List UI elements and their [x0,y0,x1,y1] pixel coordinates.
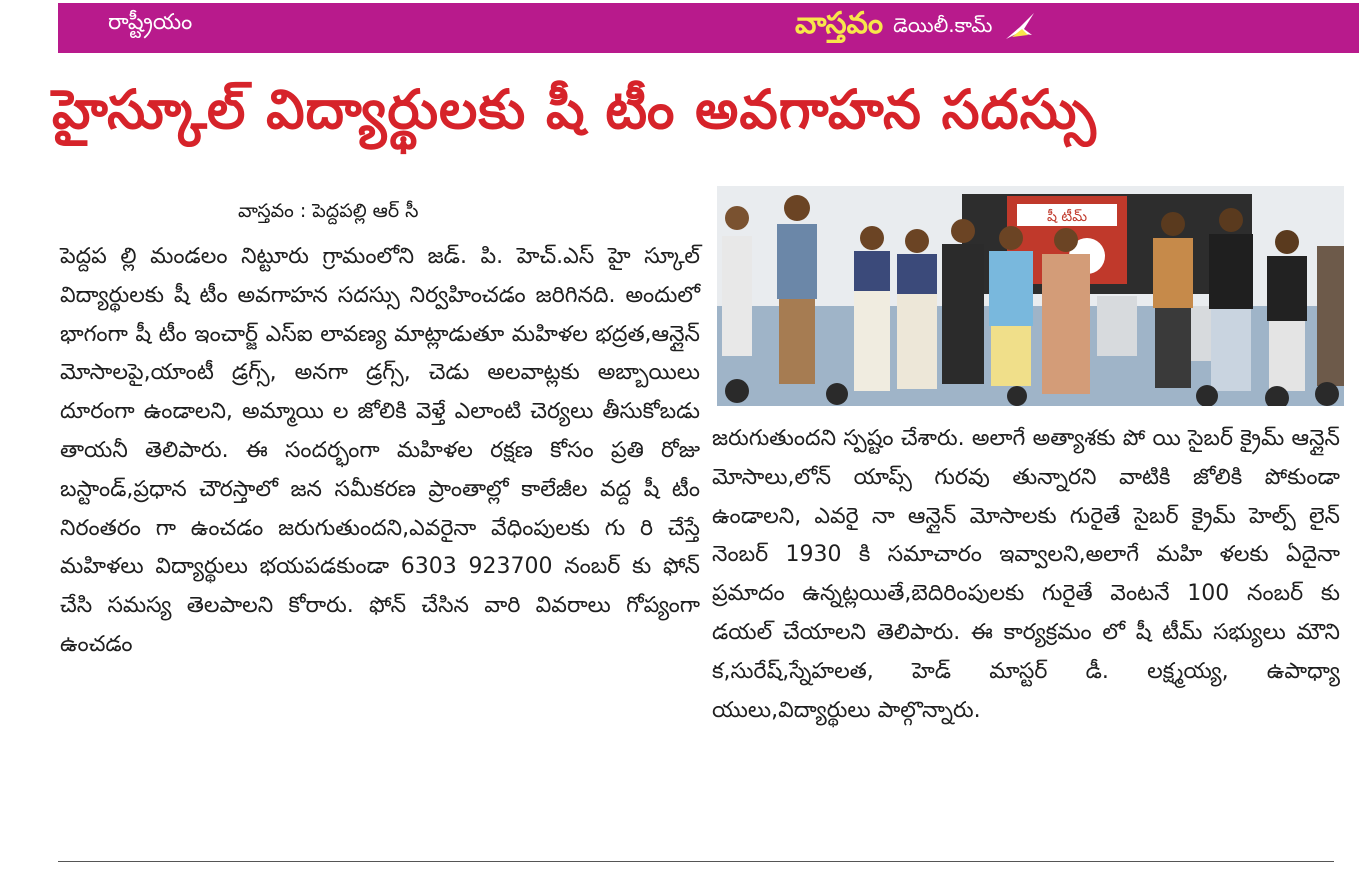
article-photo [717,186,1344,406]
bird-logo-icon [1002,9,1038,45]
article-body-right-column: జరుగుతుందని స్పష్టం చేశారు. అలాగే అత్యాశకు పో యి సైబర్ క్రైమ్ ఆన్లైన్ మోసాలు,లోన్ యాప్స్ గురవు తున్నారని వాటికి జోలికి పోకుండా ఉండాలని, ఎవరై నా ఆన్లైన్ మోసాలకు గురైతే సైబర్ క్రైమ్ హెల్ప్ లైన్ నెంబర్ 1930 కి సమాచారం ఇవ్వాలని,అలాగే మహి ళలకు ఏదైనా ప్రమాదం ఉన్నట్లయితే,బెదిరింపులకు గురైతే వెంటనే 100 నంబర్ కు డయల్ చేయాలని తెలిపారు. ఈ కార్యక్రమం లో షీ టీమ్ సభ్యులు మౌని క,సురేష్,స్నేహలత, హెడ్ మాస్టర్ డీ. లక్ష్మయ్య, ఉపాధ్యా యులు,విద్యార్థులు పాల్గొన్నారు. [712,426,1340,723]
article-body-left-column: పెద్దప ల్లి మండలం నిట్టూరు గ్రామంలోని జడ్. పి. హెచ్.ఎస్ హై స్కూల్ విద్యార్థులకు షీ టీం అవగాహన సదస్సు నిర్వహించడం జరిగినది. అందులో భాగంగా షీ టీం ఇంచార్జ్ ఎస్ఐ లావణ్య మాట్లాడుతూ మహిళల భద్రత,ఆన్లైన్ మోసాలపై,యాంటీ డ్రగ్స్, అనగా డ్రగ్స్, చెడు అలవాట్లకు అబ్బాయిలు దూరంగా ఉండాలని, అమ్మాయి ల జోలికి వెళ్తే ఎలాంటి చెర్యలు తీసుకోబడు తాయనీ తెలిపారు. ఈ సందర్భంగా మహిళల రక్షణ కోసం ప్రతి రోజు బస్టాండ్,ప్రధాన చౌరస్తాలో జన సమీకరణ ప్రాంతాల్లో కాలేజీల వద్ద షీ టీం నిరంతరం గా ఉంచడం జరుగుతుందని,ఎవరైనా వేధింపులకు గు రి చేస్తే మహిళలు విద్యార్థులు భయపడకుండా 6303 923700 నంబర్ కు ఫోన్ చేసి సమస్య తెలపాలని కోరారు. ఫోన్ చేసిన వారి వివరాలు గోప్యంగా ఉంచడం [60,244,700,657]
bottom-divider [58,861,1334,862]
brand-name: వాస్తవం [795,6,884,41]
section-banner [58,3,1359,53]
article-byline: వాస్తవం : పెద్దపల్లి ఆర్ సీ [238,200,419,222]
brand-site: డెయిలీ.కామ్ [893,12,993,37]
photo-banner-text: షీ టీమ్ [1046,209,1088,225]
group-photo-illustration [717,186,1344,406]
masthead-brand [795,5,1038,49]
article-headline: హైస్కూల్ విద్యార్థులకు షీ టీం అవగాహన సదస్సు [52,78,1097,141]
section-label: రాష్ట్రీయం [108,10,193,35]
